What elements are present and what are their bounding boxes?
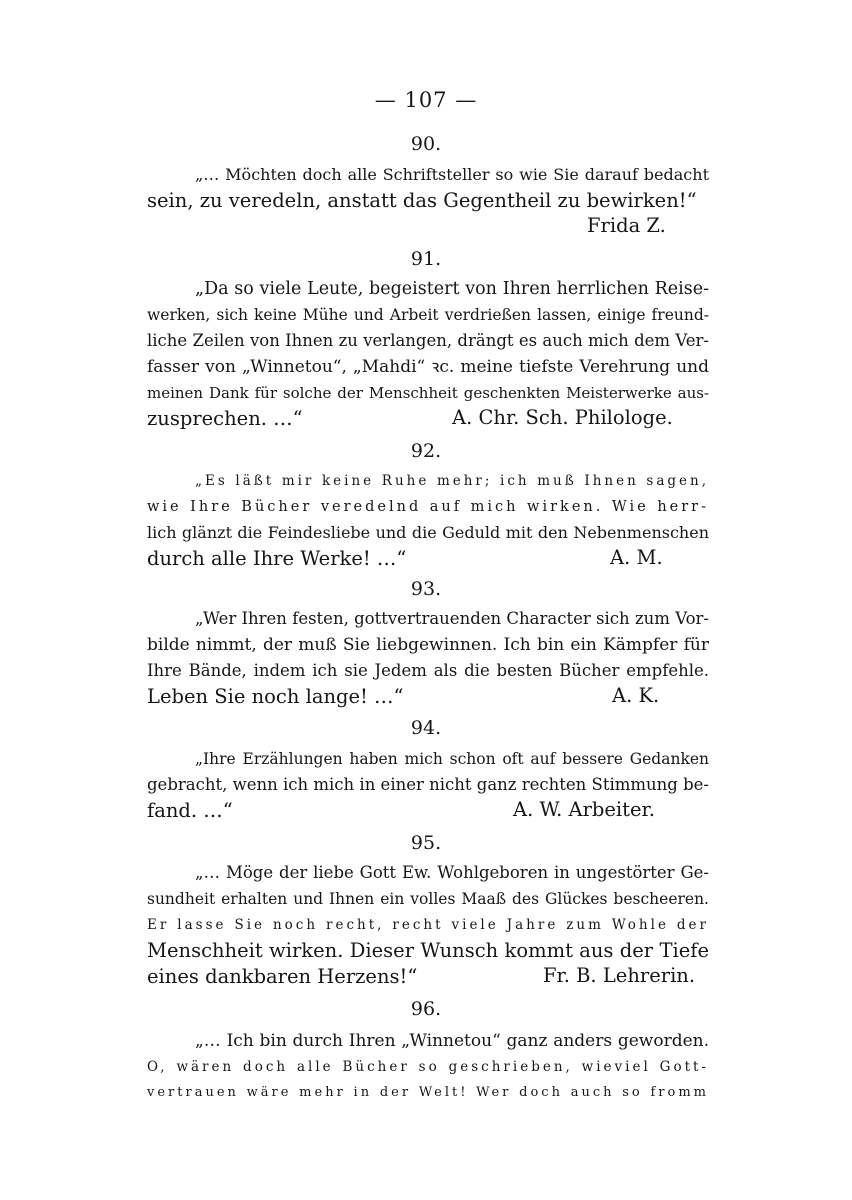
text-line: liche Zeilen von Ihnen zu verlangen, drängt es auch mich dem Ver- bbox=[147, 331, 709, 350]
entry-number: 92. bbox=[410, 440, 442, 462]
text-line: vertrauen wäre mehr in der Welt! Wer doch auch so fromm bbox=[147, 1085, 709, 1100]
text-line: Menschheit wirken. Dieser Wunsch kommt aus der Tiefe bbox=[147, 939, 709, 962]
signature: Fr. B. Lehrerin. bbox=[543, 964, 696, 987]
text-line: fand. …“ bbox=[147, 799, 233, 822]
entry-number: 95. bbox=[410, 832, 442, 854]
text-line: gebracht, wenn ich mich in einer nicht ganz rechten Stimmung be- bbox=[147, 775, 709, 794]
text-line: werken, sich keine Mühe und Arbeit verdrießen lassen, einige freund- bbox=[147, 306, 709, 324]
signature: A. M. bbox=[610, 546, 663, 569]
text-line: „… Möchten doch alle Schriftsteller so wie Sie darauf bedacht bbox=[195, 165, 709, 184]
entry-number: 91. bbox=[410, 248, 442, 270]
text-line: O, wären doch alle Bücher so geschrieben, wieviel Gott- bbox=[147, 1059, 709, 1075]
signature: Frida Z. bbox=[587, 214, 666, 237]
text-line: sundheit erhalten und Ihnen ein volles Maaß des Glückes bescheeren. bbox=[147, 890, 709, 908]
text-line: Leben Sie noch lange! …“ bbox=[147, 685, 404, 708]
text-line: „Ihre Erzählungen haben mich schon oft auf bessere Gedanken bbox=[195, 750, 709, 768]
signature: A. Chr. Sch. Philologe. bbox=[452, 406, 673, 429]
text-line: „… Ich bin durch Ihren „Winnetou“ ganz anders geworden. bbox=[195, 1031, 709, 1051]
text-line: meinen Dank für solche der Menschheit geschenkten Meisterwerke aus- bbox=[147, 384, 709, 402]
text-line: „Wer Ihren festen, gottvertrauenden Character sich zum Vor- bbox=[195, 609, 709, 628]
text-line: durch alle Ihre Werke! …“ bbox=[147, 547, 407, 570]
text-line: lich glänzt die Feindesliebe und die Geduld mit den Nebenmenschen bbox=[147, 523, 709, 542]
text-line: Ihre Bände, indem ich sie Jedem als die besten Bücher empfehle. bbox=[147, 661, 709, 680]
text-line: fasser von „Winnetou“, „Mahdi“ ꝛc. meine tiefste Verehrung und bbox=[147, 357, 709, 377]
signature: A. K. bbox=[612, 684, 660, 707]
text-line: sein, zu veredeln, anstatt das Gegentheil zu bewirken!“ bbox=[147, 189, 697, 212]
text-line: Er lasse Sie noch recht, recht viele Jahre zum Wohle der bbox=[147, 917, 709, 933]
text-line: wie Ihre Bücher veredelnd auf mich wirken. Wie herr- bbox=[147, 499, 709, 515]
entry-number: 90. bbox=[410, 133, 442, 155]
entry-number: 94. bbox=[410, 717, 442, 739]
text-line: zusprechen. …“ bbox=[147, 407, 303, 430]
text-line: „Da so viele Leute, begeistert von Ihren herrlichen Reise- bbox=[195, 279, 709, 299]
text-line: „Es läßt mir keine Ruhe mehr; ich muß Ihnen sagen, bbox=[195, 473, 709, 489]
text-line: bilde nimmt, der muß Sie liebgewinnen. Ich bin ein Kämpfer für bbox=[147, 635, 709, 655]
entry-number: 96. bbox=[410, 998, 442, 1020]
page-header: — 107 — bbox=[374, 88, 478, 112]
text-line: eines dankbaren Herzens!“ bbox=[147, 965, 418, 988]
text-line: „… Möge der liebe Gott Ew. Wohlgeboren in ungestörter Ge- bbox=[195, 863, 709, 882]
entry-number: 93. bbox=[410, 578, 442, 600]
signature: A. W. Arbeiter. bbox=[513, 798, 655, 821]
